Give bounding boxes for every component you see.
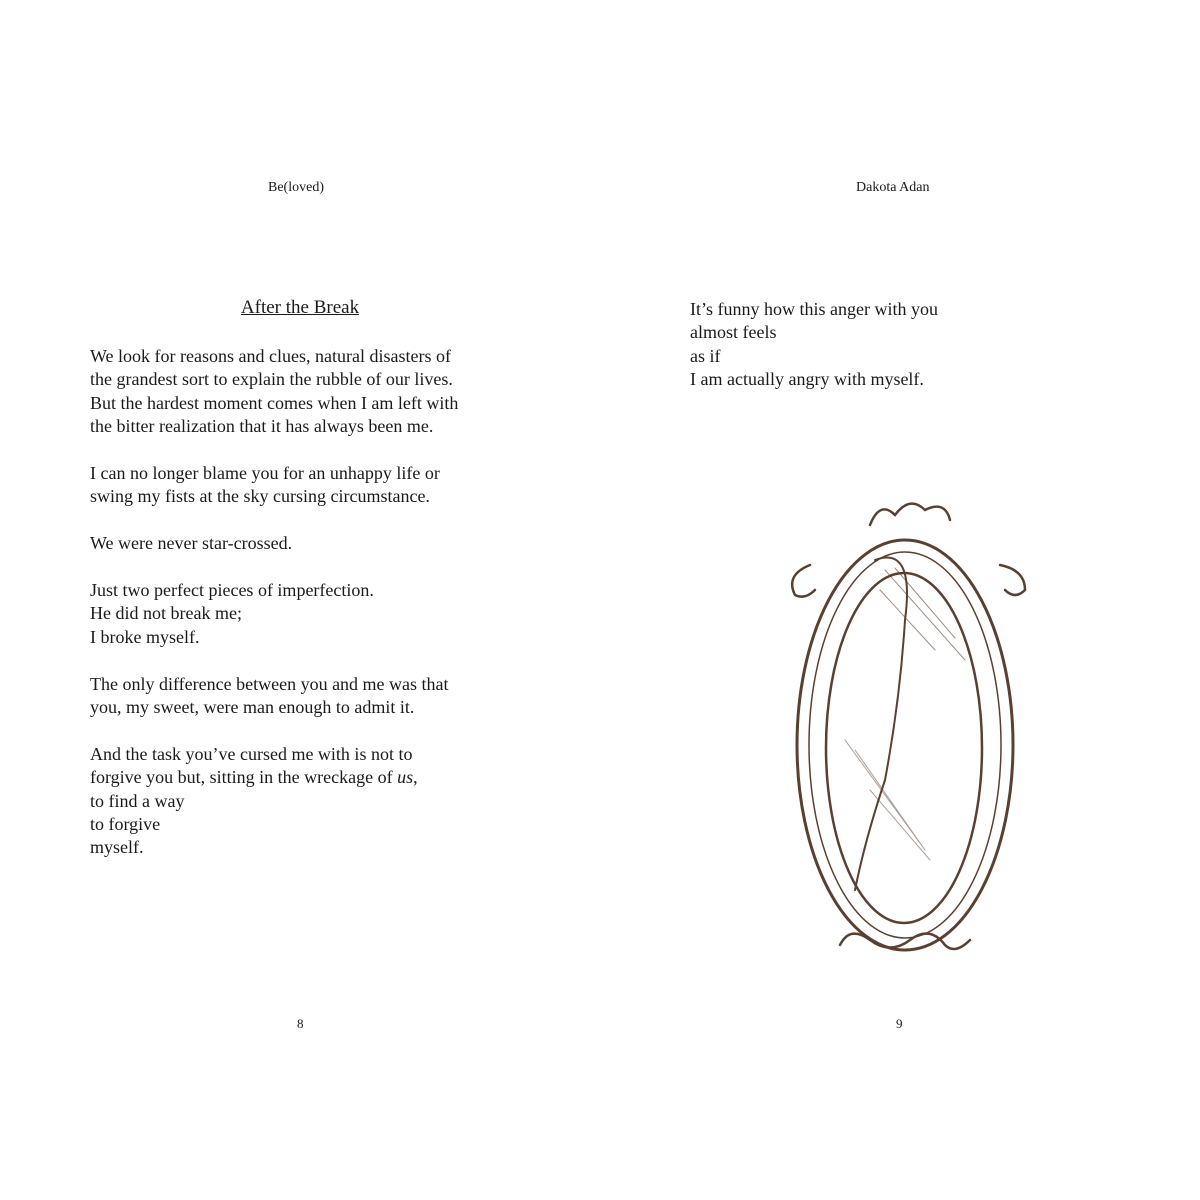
stanza <box>90 462 458 509</box>
poem-line: We look for reasons and clues, natural disasters of <box>90 346 451 366</box>
poem-line: But the hardest moment comes when I am left with <box>90 392 459 413</box>
poem-line: the grandest sort to explain the rubble of our lives. <box>90 369 453 390</box>
running-header-right: Dakota Adan <box>856 180 930 195</box>
left-poem <box>90 345 458 883</box>
poem-line: to forgive <box>90 814 161 835</box>
poem-line: myself. <box>90 837 144 858</box>
poem-line: forgive you but, sitting in the wreckage of us, <box>90 767 418 788</box>
mirror-illustration <box>770 490 1040 980</box>
poem-line: It’s funny how this anger with you <box>690 299 938 319</box>
poem-line: We were never star-crossed. <box>90 533 293 554</box>
poem-line: almost feels <box>690 322 777 343</box>
page-number-left: 8 <box>297 1016 304 1031</box>
poem-line: I am actually angry with myself. <box>690 369 924 390</box>
poem-line: I can no longer blame you for an unhappy life or <box>90 463 440 484</box>
poem-line: And the task you’ve cursed me with is not to <box>90 743 413 764</box>
page-number-right: 9 <box>896 1016 903 1031</box>
poem-title: After the Break <box>240 297 360 318</box>
stanza <box>90 673 458 720</box>
stanza <box>90 345 458 439</box>
poem-line: I broke myself. <box>90 626 200 647</box>
poem-line: The only difference between you and me was that <box>90 673 449 694</box>
poem-line: you, my sweet, were man enough to admit it. <box>90 697 415 718</box>
poem-line: the bitter realization that it has always been me. <box>90 416 434 437</box>
stanza <box>90 743 458 860</box>
poem-line: swing my fists at the sky cursing circumstance. <box>90 486 430 507</box>
poem-line: Just two perfect pieces of imperfection. <box>90 580 374 601</box>
poem-line: He did not break me; <box>90 603 242 624</box>
right-poem <box>690 298 938 392</box>
poem-line: to find a way <box>90 790 185 811</box>
running-header-left: Be(loved) <box>268 180 324 195</box>
stanza <box>90 579 458 649</box>
poem-line: as if <box>690 345 721 366</box>
stanza <box>90 532 458 555</box>
